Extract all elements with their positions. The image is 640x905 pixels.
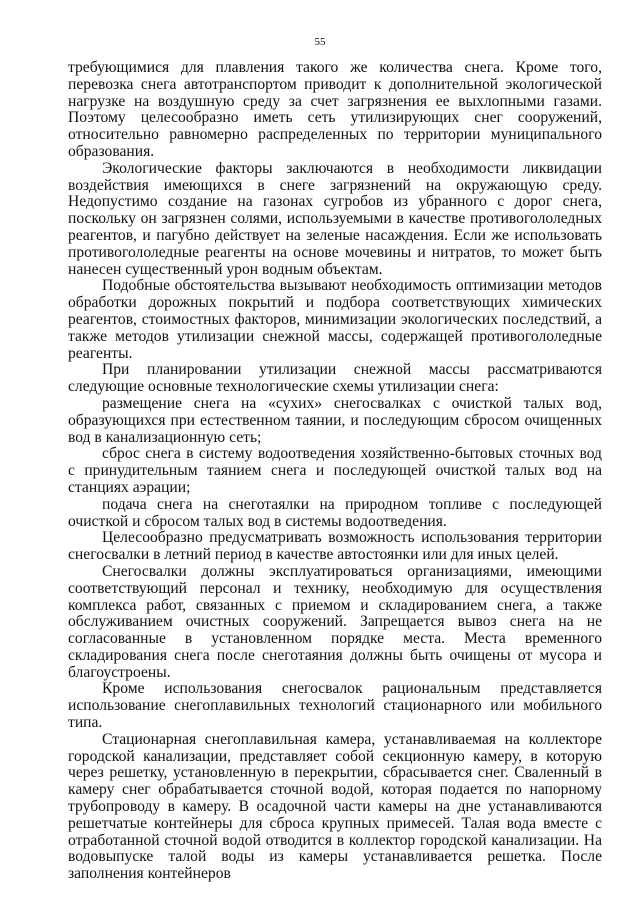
list-item-dry-dumps: размещение снега на «сухих» снегосвалках с очисткой талых вод, образующихся при естественном таянии, и последующим сбросом очищенных вод в канализационную сеть;: [68, 394, 602, 446]
list-item-snow-melters: подача снега на снеготаялки на природном топливе с последующей очисткой и сбросом талых вод в системы водоотведения.: [68, 495, 602, 530]
paragraph-stationary-chamber: Стационарная снегоплавильная камера, устанавливаемая на коллекторе городской канализации, представляет собой секционную камеру, в которую через решетку, установленную в перекрытии, сбрасывается снег. Сваленный в камеру снег обрабатывается сточной водой, которая подается по напорному трубопроводу в камеру. В осадочной части камеры на дне устанавливаются решетчатые контейнеры для сброса крупных примесей. Талая вода вместе с отработанной сточной водой отводится в коллектор городской канализации. На водовыпуске талой воды из камеры устанавливается решетка. После заполнения контейнеров: [68, 730, 602, 883]
paragraph-dump-operation: Снегосвалки должны эксплуатироваться организациями, имеющими соответствующий персонал и технику, необходимую для осуществления комплекса работ, связанных с приемом и складированием снега, а также обслуживанием очистных сооружений. Запрещается вывоз снега на не согласованные в установленном порядке места. Места временного складирования снега после снеготаяния должны быть очищены от мусора и благоустроены.: [68, 562, 602, 681]
paragraph-melting-technologies: Кроме использования снегосвалок рациональным представляется использование снегоплавильных технологий стационарного или мобильного типа.: [68, 680, 602, 732]
paragraph-continuation: требующимися для плавления такого же количества снега. Кроме того, перевозка снега автотранспортом приводит к дополнительной экологической нагрузке на воздушную среду за счет загрязнения ее выхлопными газами. Поэтому целесообразно иметь сеть утилизирующих снег сооружений, относительно равномерно распределенных по территории муниципального образования.: [68, 59, 602, 160]
list-item-sewer-discharge: сброс снега в систему водоотведения хозяйственно-бытовых сточных вод с принудительным таянием снега и последующей очисткой талых вод на станциях аэрации;: [68, 445, 602, 496]
body-text: [68, 60, 602, 883]
paragraph-optimization-need: Подобные обстоятельства вызывают необходимость оптимизации методов обработки дорожных покрытий и подбора соответствующих химических реагентов, стоимостных факторов, минимизации экологических последствий, а также методов утилизации снежной массы, содержащей противогололедные реагенты.: [68, 277, 602, 362]
paragraph-ecological-factors: Экологические факторы заключаются в необходимости ликвидации воздействия имеющихся в снеге загрязнений на окружающую среду. Недопустимо создание на газонах сугробов из убранного с дорог снега, поскольку он загрязнен солями, используемыми в качестве противогололедных реагентов, и пагубно действует на зеленые насаждения. Если же использовать противогололедные реагенты на основе мочевины и нитратов, то может быть нанесен существенный урон водным объектам.: [68, 159, 602, 278]
page-number: 55: [314, 36, 326, 48]
paragraph-summer-use: Целесообразно предусматривать возможность использования территории снегосвалки в летний период в качестве автостоянки или для иных целей.: [68, 529, 602, 564]
paragraph-disposal-schemes-intro: При планировании утилизации снежной массы рассматриваются следующие основные технологические схемы утилизации снега:: [68, 361, 602, 396]
